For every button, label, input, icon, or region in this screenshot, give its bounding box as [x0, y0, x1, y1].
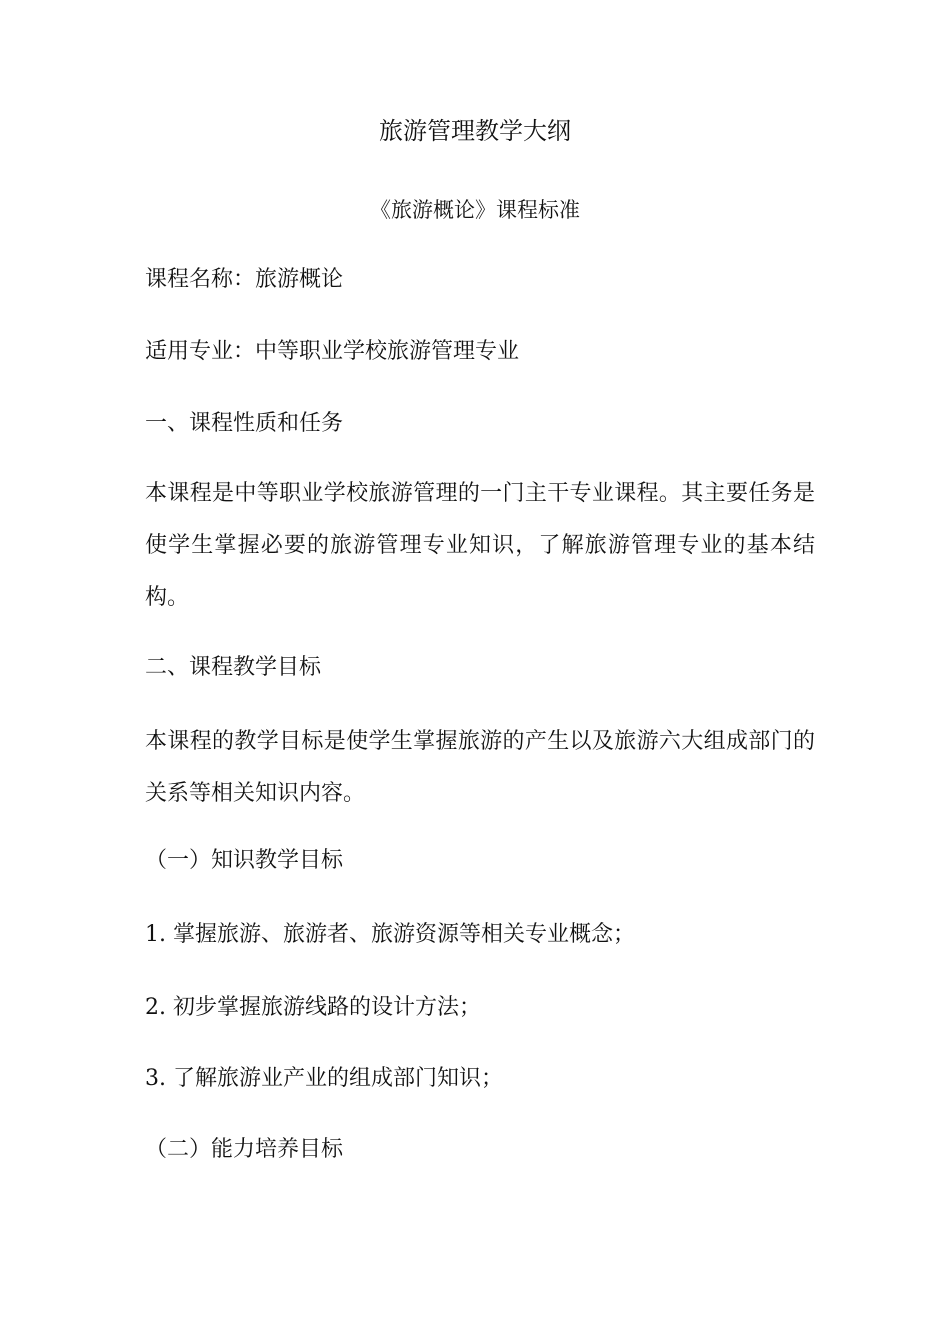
applicable-major: 适用专业：中等职业学校旅游管理专业 [145, 339, 520, 364]
document-title: 旅游管理教学大纲 [379, 117, 571, 145]
section-paragraph-objectives: 本课程的教学目标是使学生掌握旅游的产生以及旅游六大组成部门的关系等相关知识内容。 [145, 729, 815, 806]
subsection-heading-ability: （二）能力培养目标 [145, 1137, 344, 1162]
list-item: 3. 了解旅游业产业的组成部门知识； [145, 1066, 503, 1091]
course-name: 课程名称：旅游概论 [145, 267, 344, 292]
section-paragraph-nature: 本课程是中等职业学校旅游管理的一门主干专业课程。其主要任务是使学生掌握必要的旅游管理专业知识，了解旅游管理专业的基本结构。 [145, 481, 815, 610]
subsection-heading-knowledge: （一）知识教学目标 [145, 848, 344, 873]
section-heading-nature: 一、课程性质和任务 [145, 411, 344, 436]
list-item: 1. 掌握旅游、旅游者、旅游资源等相关专业概念； [145, 922, 635, 947]
list-item: 2. 初步掌握旅游线路的设计方法； [145, 995, 481, 1020]
section-heading-objectives: 二、课程教学目标 [145, 655, 322, 680]
document-subtitle: 《旅游概论》课程标准 [370, 198, 580, 222]
